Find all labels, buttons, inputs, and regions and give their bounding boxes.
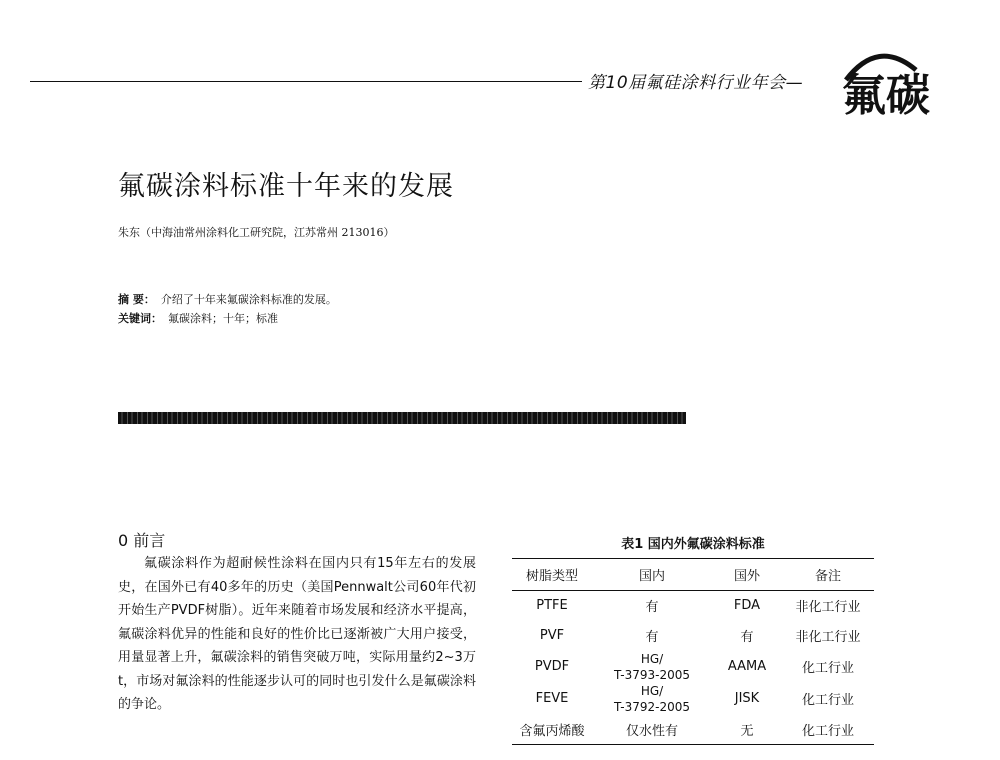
header-resin-type: 树脂类型 bbox=[525, 569, 578, 584]
table-cell: PTFE bbox=[536, 598, 568, 614]
split-line: T-3793-2005 bbox=[614, 667, 690, 682]
table-cell: 有 bbox=[645, 630, 659, 645]
table-row bbox=[512, 715, 874, 745]
split-cell bbox=[614, 651, 690, 683]
table-caption: 表1 国内外氟碳涂料标准 bbox=[621, 537, 765, 552]
table-header-row bbox=[512, 559, 874, 591]
header-domestic: 国内 bbox=[638, 569, 665, 584]
table-cell: FEVE bbox=[535, 691, 569, 706]
split-line: HG/ bbox=[640, 651, 664, 666]
table-cell bbox=[592, 651, 712, 683]
table-cell: 含氟丙烯酸 bbox=[519, 723, 585, 739]
table-cell: 仅水性有 bbox=[625, 723, 678, 739]
author-affiliation: 朱东（中海油常州涂料化工研究院，江苏常州 213016） bbox=[118, 226, 395, 239]
split-line: T-3792-2005 bbox=[614, 699, 690, 714]
table-cell: AAMA bbox=[727, 659, 767, 674]
table-row bbox=[512, 591, 874, 621]
abstract-label: 摘 要： bbox=[118, 293, 155, 306]
keywords-label: 关键词： bbox=[118, 312, 162, 325]
conference-title: 第10届氟硅涂料行业年会— bbox=[588, 73, 804, 93]
intro-paragraph: 氟碳涂料作为超耐候性涂料在国内只有15年左右的发展史，在国外已有40多年的历史（美国Pennwalt公司60年代初开始生产PVDF树脂）。近年来随着市场发展和经济水平提高，氟碳涂料优异的性能和良好的性价比已逐渐被广大用户接受，用量显著上升，氟碳涂料的销售突破万吨，实际用量约2~3万t，市场对氟涂料的性能逐步认可的同时也引发什么是氟碳涂料的争论。 bbox=[118, 556, 476, 712]
table-cell: 化工行业 bbox=[801, 661, 854, 676]
header-rule bbox=[30, 81, 582, 82]
keywords bbox=[118, 310, 278, 326]
standards-table bbox=[512, 558, 874, 745]
abstract bbox=[118, 291, 337, 307]
table-cell: 非化工行业 bbox=[795, 630, 861, 645]
table-cell: 化工行业 bbox=[801, 723, 854, 739]
keywords-text: 氟碳涂料；十年；标准 bbox=[168, 312, 278, 325]
fluorocarbon-logo bbox=[838, 40, 956, 120]
table-row bbox=[512, 621, 874, 651]
header-foreign: 国外 bbox=[733, 569, 760, 584]
table-cell: 化工行业 bbox=[801, 693, 854, 708]
table-cell bbox=[592, 683, 712, 715]
section-heading: 0 前言 bbox=[118, 531, 166, 550]
table-cell: 有 bbox=[740, 630, 754, 645]
header-remark: 备注 bbox=[814, 569, 841, 584]
split-line: HG/ bbox=[640, 683, 664, 698]
decorative-banner bbox=[118, 412, 686, 424]
table-cell: 无 bbox=[740, 723, 754, 739]
split-cell bbox=[614, 683, 690, 715]
table-cell: 非化工行业 bbox=[795, 600, 861, 616]
table-cell: FDA bbox=[733, 598, 761, 614]
table-row bbox=[512, 651, 874, 683]
abstract-text: 介绍了十年来氟碳涂料标准的发展。 bbox=[160, 293, 337, 306]
logo-text: 氟碳 bbox=[842, 70, 930, 120]
table-cell: PVDF bbox=[534, 659, 570, 674]
table-cell: JISK bbox=[734, 691, 760, 706]
paper-title: 氟碳涂料标准十年来的发展 bbox=[118, 171, 454, 202]
table-row bbox=[512, 683, 874, 715]
table-cell: 有 bbox=[645, 600, 659, 616]
table-cell: PVF bbox=[539, 628, 565, 643]
